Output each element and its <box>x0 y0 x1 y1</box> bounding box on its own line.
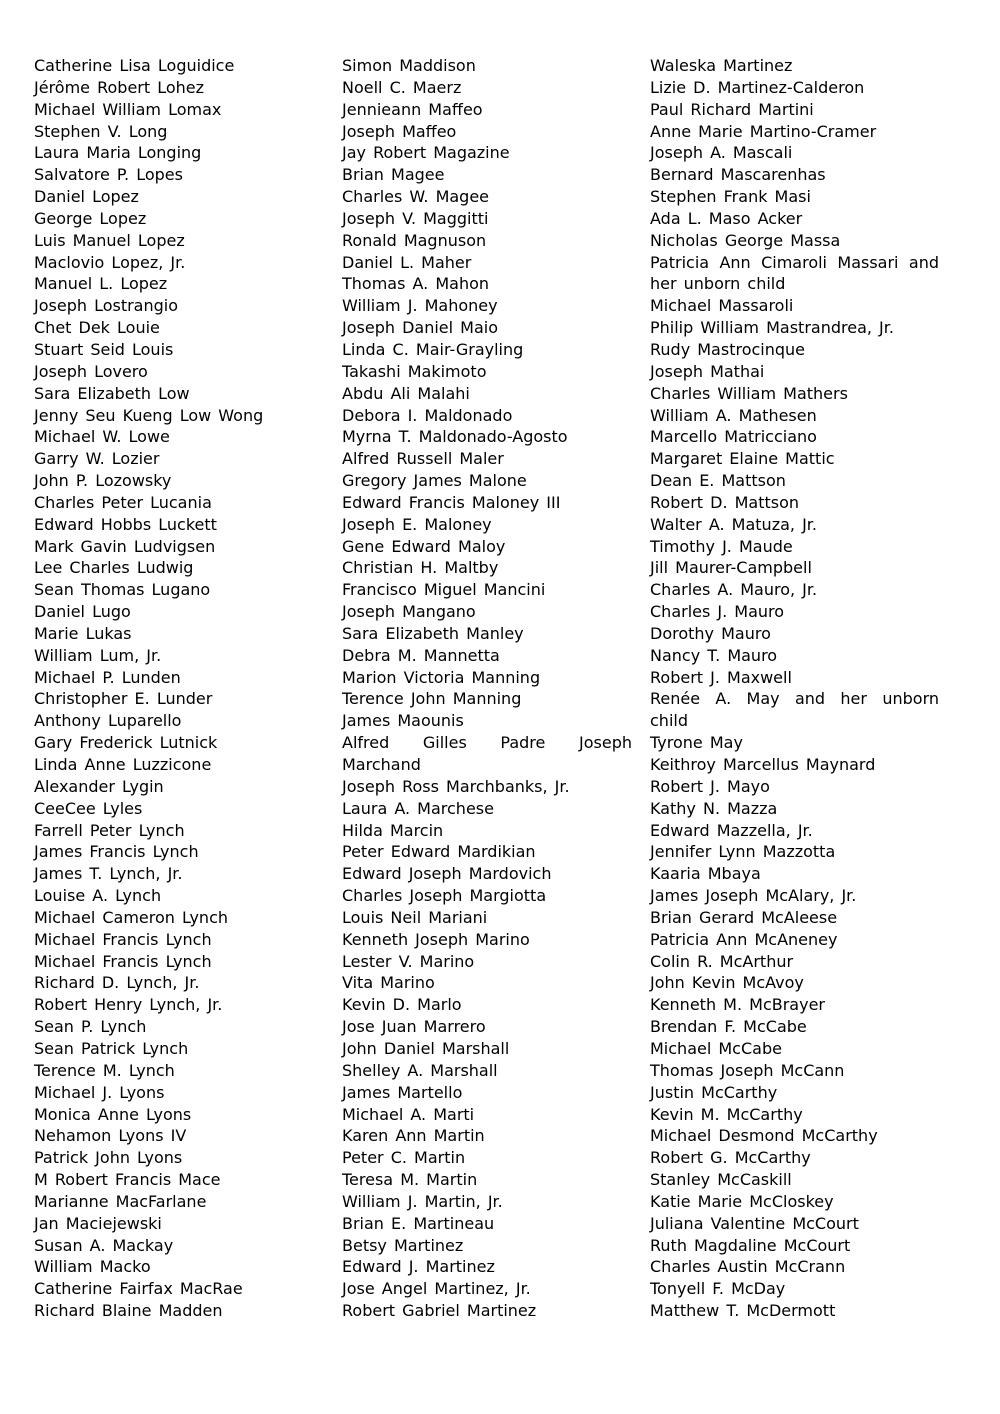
name-entry: Joseph V. Maggitti <box>342 208 489 228</box>
name-entry: William J. Martin, Jr. <box>342 1191 503 1211</box>
name-entry: Edward Francis Maloney III <box>342 492 561 512</box>
name-entry: Kevin M. McCarthy <box>650 1104 803 1124</box>
name-entry: Marcello Matricciano <box>650 427 817 447</box>
name-entry: Robert G. McCarthy <box>650 1148 811 1168</box>
name-entry: Gregory James Malone <box>342 471 527 491</box>
name-entry: George Lopez <box>34 208 147 228</box>
name-entry: Mark Gavin Ludvigsen <box>34 536 216 556</box>
name-entry: Juliana Valentine McCourt <box>650 1213 859 1233</box>
name-entry: Sean Thomas Lugano <box>34 580 211 600</box>
name-entry: Joseph E. Maloney <box>342 514 492 534</box>
name-entry: Monica Anne Lyons <box>34 1104 192 1124</box>
name-entry: William A. Mathesen <box>650 405 817 425</box>
name-entry: Michael Francis Lynch <box>34 951 212 971</box>
name-entry: Edward Hobbs Luckett <box>34 514 217 534</box>
name-entry: Charles William Mathers <box>650 383 848 403</box>
name-entry: Michael McCabe <box>650 1038 782 1058</box>
name-entry: James Francis Lynch <box>34 842 199 862</box>
name-entry: Patrick John Lyons <box>34 1148 183 1168</box>
name-entry: Michael P. Lunden <box>34 667 181 687</box>
name-entry: Sean P. Lynch <box>34 1017 147 1037</box>
name-entry: Ronald Magnuson <box>342 230 487 250</box>
name-entry: Sean Patrick Lynch <box>34 1038 189 1058</box>
name-entry: Robert J. Maxwell <box>650 667 792 687</box>
name-entry: Abdu Ali Malahi <box>342 383 470 403</box>
name-entry: Kenneth M. McBrayer <box>650 995 825 1015</box>
name-entry: Michael Desmond McCarthy <box>650 1126 878 1146</box>
name-entry: Michael William Lomax <box>34 99 222 119</box>
name-entry: Myrna T. Maldonado-Agosto <box>342 427 568 447</box>
name-entry: Robert J. Mayo <box>650 776 770 796</box>
name-entry: Charles Peter Lucania <box>34 492 212 512</box>
name-entry: Karen Ann Martin <box>342 1126 485 1146</box>
name-entry: Margaret Elaine Mattic <box>650 449 835 469</box>
name-entry: Dorothy Mauro <box>650 623 771 643</box>
name-entry: Colin R. McArthur <box>650 951 794 971</box>
name-entry: Michael Cameron Lynch <box>34 907 229 927</box>
name-entry: Edward J. Martinez <box>342 1257 495 1277</box>
name-entry: Joseph Mathai <box>650 361 765 381</box>
name-entry: Walter A. Matuza, Jr. <box>650 514 817 534</box>
names-column-3 <box>650 55 939 1322</box>
name-entry: Brian Magee <box>342 165 445 185</box>
name-entry: Farrell Peter Lynch <box>34 820 185 840</box>
name-entry: Michael J. Lyons <box>34 1082 165 1102</box>
name-entry: Linda Anne Luzzicone <box>34 755 212 774</box>
name-entry: Michael Massaroli <box>650 296 794 316</box>
name-entry: Chet Dek Louie <box>34 318 160 338</box>
name-entry: James T. Lynch, Jr. <box>34 864 183 884</box>
name-entry: Betsy Martinez <box>342 1235 464 1255</box>
name-entry: Dean E. Mattson <box>650 471 786 491</box>
name-entry: Jill Maurer-Campbell <box>650 558 812 578</box>
name-entry: Paul Richard Martini <box>650 99 814 119</box>
name-entry: Debra M. Mannetta <box>342 645 500 665</box>
name-entry: Patricia Ann Cimaroli Massari and her unborn child <box>650 252 939 294</box>
name-entry: Jennieann Maffeo <box>342 99 483 119</box>
name-entry: Susan A. Mackay <box>34 1235 174 1255</box>
name-entry: Peter Edward Mardikian <box>342 842 536 862</box>
name-entry: Thomas A. Mahon <box>342 274 490 294</box>
name-entry: Nancy T. Mauro <box>650 645 778 665</box>
name-entry: Kaaria Mbaya <box>650 864 761 884</box>
name-entry: CeeCee Lyles <box>34 798 143 818</box>
name-entry: Joseph Maffeo <box>342 121 457 141</box>
name-entry: Anthony Luparello <box>34 711 182 731</box>
name-entry: Nehamon Lyons IV <box>34 1126 187 1146</box>
name-entry: Rudy Mastrocinque <box>650 339 806 359</box>
name-entry: Jérôme Robert Lohez <box>34 77 205 97</box>
name-entry: Noell C. Maerz <box>342 77 462 97</box>
name-entry: Stuart Seid Louis <box>34 339 174 359</box>
name-entry: Hilda Marcin <box>342 820 444 840</box>
name-entry: Marianne MacFarlane <box>34 1191 207 1211</box>
name-entry: Ada L. Maso Acker <box>650 208 803 228</box>
name-entry: Lizie D. Martinez-Calderon <box>650 77 865 97</box>
name-entry: Laura Maria Longing <box>34 143 202 163</box>
name-entry: Takashi Makimoto <box>342 361 487 381</box>
name-entry: Shelley A. Marshall <box>342 1060 498 1080</box>
name-entry: Garry W. Lozier <box>34 449 160 469</box>
name-entry: Waleska Martinez <box>650 56 793 75</box>
name-entry: Charles Joseph Margiotta <box>342 886 547 906</box>
name-entry: Debora I. Maldonado <box>342 405 513 425</box>
name-entry: Daniel Lugo <box>34 602 131 622</box>
name-entry: Michael W. Lowe <box>34 427 170 447</box>
name-entry: Jenny Seu Kueng Low Wong <box>34 405 264 425</box>
name-entry: Peter C. Martin <box>342 1148 466 1168</box>
name-entry: Sara Elizabeth Manley <box>342 623 524 643</box>
name-entry: Charles W. Magee <box>342 187 490 207</box>
name-entry: Gary Frederick Lutnick <box>34 733 218 753</box>
name-entry: Jay Robert Magazine <box>342 143 510 163</box>
name-entry: Matthew T. McDermott <box>650 1301 836 1321</box>
name-entry: Terence John Manning <box>342 689 522 709</box>
name-entry: Renée A. May and her unborn child <box>650 689 939 731</box>
name-entry: Bernard Mascarenhas <box>650 165 826 185</box>
name-entry: Joseph Daniel Maio <box>342 318 498 338</box>
name-entry: Terence M. Lynch <box>34 1060 175 1080</box>
name-entry: Marion Victoria Manning <box>342 667 541 687</box>
name-entry: John Daniel Marshall <box>342 1038 510 1058</box>
name-entry: Catherine Lisa Loguidice <box>34 56 235 75</box>
name-entry: Kenneth Joseph Marino <box>342 929 530 949</box>
name-entry: Joseph Ross Marchbanks, Jr. <box>342 776 570 796</box>
name-entry: Anne Marie Martino-Cramer <box>650 121 877 141</box>
name-entry: Charles A. Mauro, Jr. <box>650 580 818 600</box>
name-entry: Edward Joseph Mardovich <box>342 864 552 884</box>
name-entry: Alfred Gilles Padre Joseph Marchand <box>342 733 632 774</box>
name-entry: Alfred Russell Maler <box>342 449 504 469</box>
name-entry: Richard Blaine Madden <box>34 1301 223 1321</box>
name-entry: Luis Manuel Lopez <box>34 230 185 250</box>
name-entry: Robert Gabriel Martinez <box>342 1301 537 1321</box>
name-entry: Joseph Lostrangio <box>34 296 179 316</box>
name-entry: Marie Lukas <box>34 623 132 643</box>
name-entry: Robert Henry Lynch, Jr. <box>34 995 223 1015</box>
name-entry: Stanley McCaskill <box>650 1170 792 1190</box>
name-entry: John P. Lozowsky <box>34 471 172 491</box>
name-entry: William Macko <box>34 1257 151 1277</box>
name-entry: James Joseph McAlary, Jr. <box>650 886 857 906</box>
name-entry: Lee Charles Ludwig <box>34 558 194 578</box>
name-entry: Vita Marino <box>342 973 435 993</box>
name-entry: Jennifer Lynn Mazzotta <box>650 842 836 862</box>
name-entry: Christian H. Maltby <box>342 558 499 578</box>
name-entry: Simon Maddison <box>342 56 476 75</box>
name-entry: Jose Angel Martinez, Jr. <box>342 1279 531 1299</box>
name-entry: Timothy J. Maude <box>650 536 793 556</box>
name-entry: Patricia Ann McAneney <box>650 929 838 949</box>
name-entry: Teresa M. Martin <box>342 1170 478 1190</box>
name-entry: Brendan F. McCabe <box>650 1017 807 1037</box>
name-entry: Kevin D. Marlo <box>342 995 462 1015</box>
name-entry: Gene Edward Maloy <box>342 536 506 556</box>
name-entry: John Kevin McAvoy <box>650 973 804 993</box>
names-column-2 <box>342 55 632 1322</box>
name-entry: Joseph Mangano <box>342 602 476 622</box>
name-entry: Catherine Fairfax MacRae <box>34 1279 243 1299</box>
name-entry: Joseph A. Mascali <box>650 143 793 163</box>
name-entry: Charles J. Mauro <box>650 602 785 622</box>
name-entry: Joseph Lovero <box>34 361 148 381</box>
name-entry: Alexander Lygin <box>34 776 164 796</box>
name-entry: Thomas Joseph McCann <box>650 1060 845 1080</box>
name-entry: Michael Francis Lynch <box>34 929 212 949</box>
name-entry: William Lum, Jr. <box>34 645 162 665</box>
name-entry: Charles Austin McCrann <box>650 1257 846 1277</box>
name-entry: Nicholas George Massa <box>650 230 841 250</box>
name-entry: Lester V. Marino <box>342 951 475 971</box>
name-entry: Francisco Miguel Mancini <box>342 580 546 600</box>
name-entry: Brian E. Martineau <box>342 1213 495 1233</box>
name-entry: Robert D. Mattson <box>650 492 800 512</box>
name-entry: Laura A. Marchese <box>342 798 494 818</box>
name-entry: Justin McCarthy <box>650 1082 778 1102</box>
name-entry: Tonyell F. McDay <box>650 1279 786 1299</box>
name-entry: Daniel Lopez <box>34 187 139 207</box>
name-entry: Salvatore P. Lopes <box>34 165 183 185</box>
name-entry: Kathy N. Mazza <box>650 798 778 818</box>
name-entry: M Robert Francis Mace <box>34 1170 221 1190</box>
name-entry: Richard D. Lynch, Jr. <box>34 973 200 993</box>
name-entry: Maclovio Lopez, Jr. <box>34 252 186 272</box>
name-entry: Philip William Mastrandrea, Jr. <box>650 318 894 338</box>
name-entry: Tyrone May <box>650 733 743 753</box>
name-entry: James Maounis <box>342 711 464 731</box>
name-entry: Edward Mazzella, Jr. <box>650 820 813 840</box>
name-entry: Louis Neil Mariani <box>342 907 488 927</box>
name-entry: Stephen Frank Masi <box>650 187 811 207</box>
name-entry: Brian Gerard McAleese <box>650 907 838 927</box>
name-entry: Jan Maciejewski <box>34 1213 162 1233</box>
name-entry: James Martello <box>342 1082 463 1102</box>
name-entry: Louise A. Lynch <box>34 886 162 906</box>
names-column-1 <box>34 55 324 1322</box>
name-entry: Jose Juan Marrero <box>342 1017 486 1037</box>
name-entry: Ruth Magdaline McCourt <box>650 1235 851 1255</box>
name-entry: Daniel L. Maher <box>342 252 472 272</box>
name-entry: Linda C. Mair-Grayling <box>342 339 524 359</box>
name-entry: Sara Elizabeth Low <box>34 383 190 403</box>
name-entry: Katie Marie McCloskey <box>650 1191 834 1211</box>
name-entry: Michael A. Marti <box>342 1104 475 1124</box>
name-entry: Manuel L. Lopez <box>34 274 168 294</box>
name-entry: Christopher E. Lunder <box>34 689 213 709</box>
name-entry: William J. Mahoney <box>342 296 498 316</box>
name-entry: Keithroy Marcellus Maynard <box>650 755 876 774</box>
name-entry: Stephen V. Long <box>34 121 168 141</box>
